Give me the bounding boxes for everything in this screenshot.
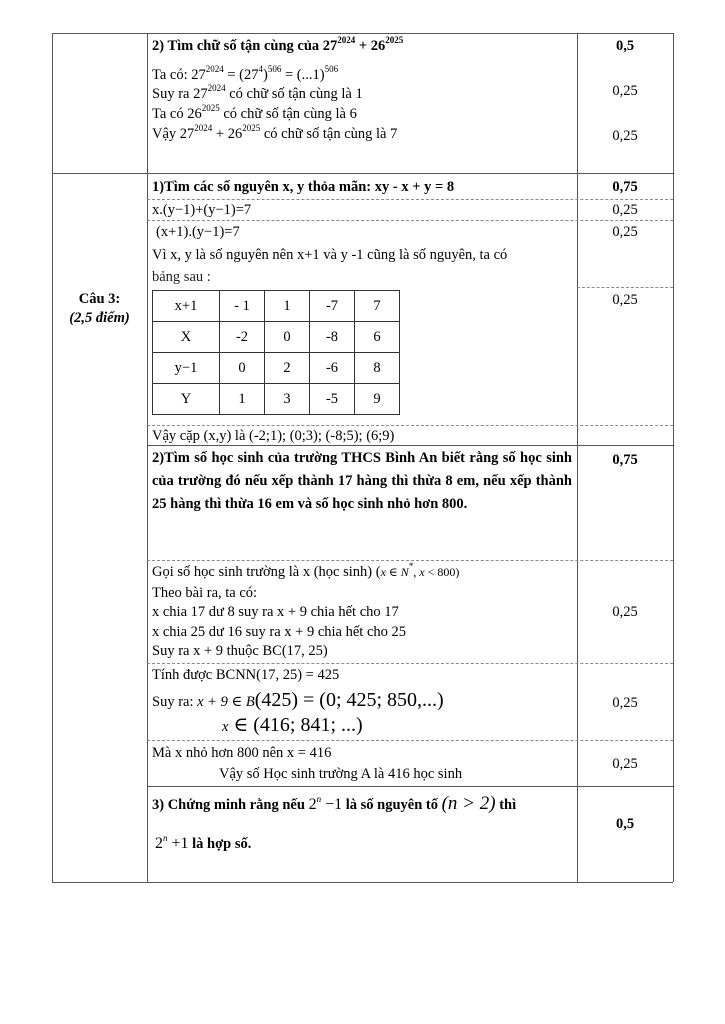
row-divider (147, 786, 673, 787)
table-row (153, 291, 400, 322)
q3-title: 3) Chứng minh rằng nếu $2^n -1$ là số nguyên tố (n > 2) thì (152, 793, 517, 814)
table-divider-1 (147, 33, 148, 882)
table-border-bottom (52, 882, 673, 883)
q2-line-2: Theo bài ra, ta có: (152, 585, 258, 601)
q2-line-4: x chia 25 dư 16 suy ra x + 9 chia hết cho 25 (152, 624, 407, 640)
row-divider (147, 445, 673, 446)
q2-block1-score: 0,25 (612, 604, 638, 620)
table-cell: 0 (220, 353, 265, 384)
q1-conclusion: Vậy cặp (x,y) là (-2;1); (0;3); (-8;5); (6;9) (152, 428, 395, 444)
table-border-right (673, 33, 674, 882)
row-divider (577, 287, 673, 288)
row-divider (147, 663, 673, 664)
table-cell: -6 (310, 353, 355, 384)
table-row (153, 384, 400, 415)
table-cell: 1 (220, 384, 265, 415)
q2-line-5: Suy ra x + 9 thuộc BC(17, 25) (152, 643, 328, 659)
table-cell: 9 (355, 384, 400, 415)
part2-line-1: Ta có: $27^{2024} = (27^4)^{506} = (...1)^{506}$ (152, 64, 339, 83)
q2-final-2: Vậy số Học sinh trường A là 416 học sinh (219, 766, 463, 782)
q1-step1-score: 0,25 (612, 202, 638, 218)
table-row (153, 353, 400, 384)
q1-step2-score: 0,25 (612, 224, 638, 240)
table-cell: -7 (310, 291, 355, 322)
q2-bcnn: Tính được BCNN(17, 25) = 425 (152, 667, 340, 683)
table-cell: x+1 (153, 291, 220, 322)
q2-x-in: x ∈ (416; 841; ...) (222, 714, 363, 736)
table-cell: 2 (265, 353, 310, 384)
q1-title: 1)Tìm các số nguyên x, y thỏa mãn: xy - x + y = 8 (152, 179, 455, 195)
part2-line-4: Vậy $27^{2024} + 26^{2025}$ có chữ số tận cùng là 7 (152, 123, 398, 142)
part2-line-3: Ta có $26^{2025}$ có chữ số tận cùng là 6 (152, 103, 357, 122)
cau3-label-cell (52, 290, 147, 328)
table-cell: 1 (265, 291, 310, 322)
q2-block3-score: 0,25 (612, 756, 638, 772)
row-divider (147, 199, 673, 200)
q3-score: 0,5 (615, 816, 635, 832)
table-cell: - 1 (220, 291, 265, 322)
row-divider (147, 425, 673, 426)
q2-final-1: Mà x nhỏ hơn 800 nên x = 416 (152, 745, 332, 761)
table-row (153, 322, 400, 353)
table-cell: X (153, 322, 220, 353)
q1-score: 0,75 (612, 179, 638, 195)
table-border-left (52, 33, 53, 882)
table-cell: -5 (310, 384, 355, 415)
cau3-label: Câu 3: (78, 291, 121, 307)
part2-score-b: 0,25 (612, 128, 638, 144)
q2-suyra: Suy ra: x + 9 ∈ B(425) = (0; 425; 850,...) (152, 689, 444, 711)
part2-score-a: 0,25 (612, 83, 638, 99)
table-cell: -2 (220, 322, 265, 353)
q1-reason-1: Vì x, y là số nguyên nên x+1 và y -1 cũng là số nguyên, ta có (152, 247, 508, 263)
q2-set-line: Gọi số học sinh trường là x (học sinh) (x ∈ N*, x < 800) (152, 561, 460, 580)
table-cell: 7 (355, 291, 400, 322)
q3-line-2: $2^n +1$ là hợp số. (155, 833, 252, 852)
cau3-points: (2,5 điểm) (69, 310, 130, 326)
row-divider (147, 740, 673, 741)
section-divider-cau3 (52, 173, 673, 174)
q2-line-3: x chia 17 dư 8 suy ra x + 9 chia hết cho 17 (152, 604, 399, 620)
q1-step1: x.(y−1)+(y−1)=7 (152, 202, 252, 218)
q1-table-score: 0,25 (612, 292, 638, 308)
table-border-top (52, 33, 673, 34)
table-cell: y−1 (153, 353, 220, 384)
part2-score: 0,5 (615, 38, 635, 54)
table-cell: -8 (310, 322, 355, 353)
part2-line-2: Suy ra $27^{2024}$ có chữ số tận cùng là 1 (152, 83, 363, 102)
q1-step2: (x+1).(y−1)=7 (156, 224, 240, 240)
part2-title: 2) Tìm chữ số tận cùng của $27^{2024} + 26^{2025}$ (152, 35, 404, 54)
q2-title: 2)Tìm số học sinh của trường THCS Bình An biết rằng số học sinh của trường đó nếu xếp thành 17 hàng thì thừa 8 em, nếu xếp thành 25 hàng thì thừa 16 em và số học sinh nhỏ hơn 800. (152, 450, 572, 512)
row-divider (147, 220, 673, 221)
table-cell: Y (153, 384, 220, 415)
q2-score: 0,75 (612, 452, 638, 468)
q1-value-table (152, 290, 400, 415)
table-cell: 8 (355, 353, 400, 384)
table-cell: 3 (265, 384, 310, 415)
q2-block2-score: 0,25 (612, 695, 638, 711)
table-cell: 0 (265, 322, 310, 353)
q1-reason-2: bảng sau : (152, 269, 211, 285)
table-cell: 6 (355, 322, 400, 353)
